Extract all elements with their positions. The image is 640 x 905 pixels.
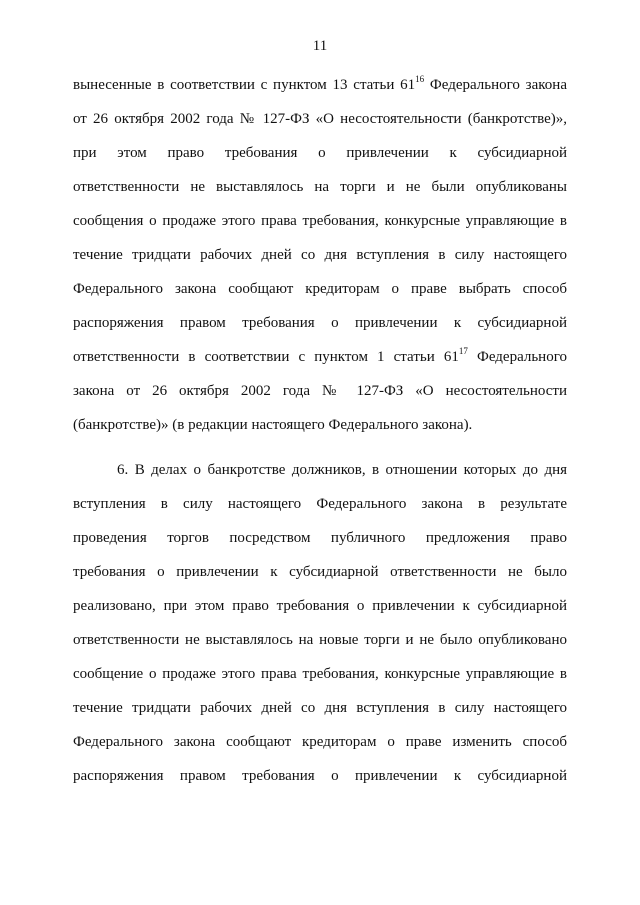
text-line: вынесенные в соответствии с пунктом 13 статьи $61^{16}$ Федерального закона xyxy=(73,74,567,93)
text-line: Федерального закона сообщают кредиторам о праве изменить способ xyxy=(73,734,567,750)
text-line: распоряжения правом требования о привлечении к субсидиарной xyxy=(73,768,567,784)
text-line: сообщение о продаже этого права требования, конкурсные управляющие в xyxy=(73,666,567,682)
text-line: проведения торгов посредством публичного предложения право xyxy=(73,530,567,546)
page-number: 11 xyxy=(312,38,328,54)
superscript: 17 xyxy=(458,346,468,356)
text-line: закона от 26 октября 2002 года № 127-ФЗ «О несостоятельности xyxy=(73,383,567,399)
text-line: реализовано, при этом право требования о привлечении к субсидиарной xyxy=(73,598,567,614)
text-line: вступления в силу настоящего Федерального закона в результате xyxy=(73,496,567,512)
paragraph-first-line: 6. В делах о банкротстве должников, в отношении которых до дня xyxy=(117,462,567,478)
text-line: ответственности не выставлялось на торги и не были опубликованы xyxy=(73,179,567,195)
text-line: от 26 октября 2002 года № 127-ФЗ «О несостоятельности (банкротстве)», xyxy=(73,111,567,127)
text-line: Федерального закона сообщают кредиторам о праве выбрать способ xyxy=(73,281,567,297)
text-line: при этом право требования о привлечении к субсидиарной xyxy=(73,145,567,161)
text-line: течение тридцати рабочих дней со дня вступления в силу настоящего xyxy=(73,700,567,716)
text-line: ответственности не выставлялось на новые торги и не было опубликовано xyxy=(73,632,567,648)
text-line: распоряжения правом требования о привлечении к субсидиарной xyxy=(73,315,567,331)
text-line: течение тридцати рабочих дней со дня вступления в силу настоящего xyxy=(73,247,567,263)
text-line: требования о привлечении к субсидиарной ответственности не было xyxy=(73,564,567,580)
text-line: сообщения о продаже этого права требования, конкурсные управляющие в xyxy=(73,213,567,229)
paragraph-last-line: (банкротстве)» (в редакции настоящего Федерального закона). xyxy=(73,417,473,433)
superscript: 16 xyxy=(415,74,425,84)
text-line: ответственности в соответствии с пунктом 1 статьи $61^{17}$ Федерального xyxy=(73,346,567,365)
